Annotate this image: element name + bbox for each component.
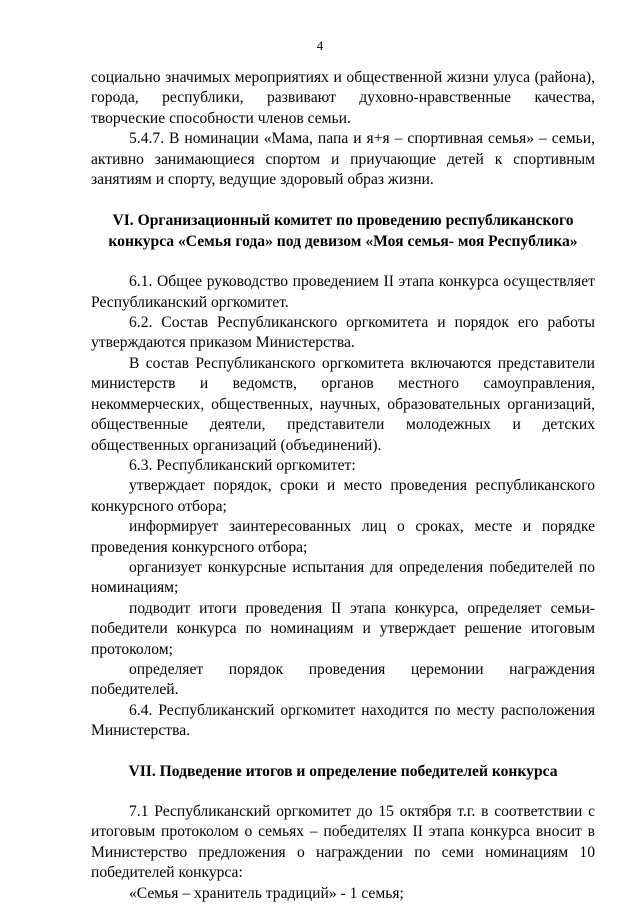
paragraph-7-1: 7.1 Республиканский оргкомитет до 15 октября т.г. в соответствии с итоговым протоколом о семьях – победителях II этапа конкурса вносит в Министерство предложения о награждении по семи номинациям 10 победителей конкурса: bbox=[91, 803, 595, 882]
list-item: информирует заинтересованных лиц о сроках, месте и порядке проведения конкурсного отбора; bbox=[91, 518, 595, 556]
paragraph-orgcommittee-members: В состав Республиканского оргкомитета включаются представители министерств и ведомств, органов местного самоуправления, некоммерческих, общественных, научных, образовательных организаций, общественные деятели, представители молодежных и детских общественных организаций (объединений). bbox=[91, 354, 595, 454]
page-number: 4 bbox=[316, 38, 324, 53]
paragraph-continuation: социально значимых мероприятиях и общественной жизни улуса (района), города, республики, развивают духовно-нравственные качества, творческие способности членов семьи. bbox=[91, 69, 595, 127]
list-item: определяет порядок проведения церемонии награждения победителей. bbox=[91, 660, 595, 699]
list-item: организует конкурсные испытания для определения победителей по номинациям; bbox=[91, 558, 595, 597]
list-item: подводит итоги проведения II этапа конкурса, определяет семьи-победители конкурса по номинациям и утверждает решение итоговым протоколом; bbox=[91, 599, 595, 658]
document-body bbox=[91, 68, 595, 904]
section-heading-vii: VII. Подведение итогов и определение победителей конкурса bbox=[128, 762, 558, 780]
list-item: утверждает порядок, сроки и место проведения республиканского конкурсного отбора; bbox=[91, 477, 595, 515]
paragraph-6-4: 6.4. Республиканский оргкомитет находится по месту расположения Министерства. bbox=[91, 701, 595, 740]
section-heading-vi: VI. Организационный комитет по проведению республиканского конкурса «Семья года» под девизом «Моя семья- моя Республика» bbox=[108, 212, 578, 250]
list-item: «Семья – хранитель традиций» - 1 семья; bbox=[129, 884, 404, 902]
paragraph-6-3: 6.3. Республиканский оргкомитет: bbox=[129, 456, 356, 474]
paragraph-5-4-7: 5.4.7. В номинации «Мама, папа и я+я – спортивная семья» – семьи, активно занимающиеся спортом и приучающие детей к спортивным занятиям и спорту, ведущие здоровый образ жизни. bbox=[91, 130, 595, 189]
paragraph-6-1: 6.1. Общее руководство проведением II этапа конкурса осуществляет Республиканский оргкомитет. bbox=[91, 273, 595, 311]
paragraph-6-2: 6.2. Состав Республиканского оргкомитета и порядок его работы утверждаются приказом Министерства. bbox=[91, 314, 595, 352]
